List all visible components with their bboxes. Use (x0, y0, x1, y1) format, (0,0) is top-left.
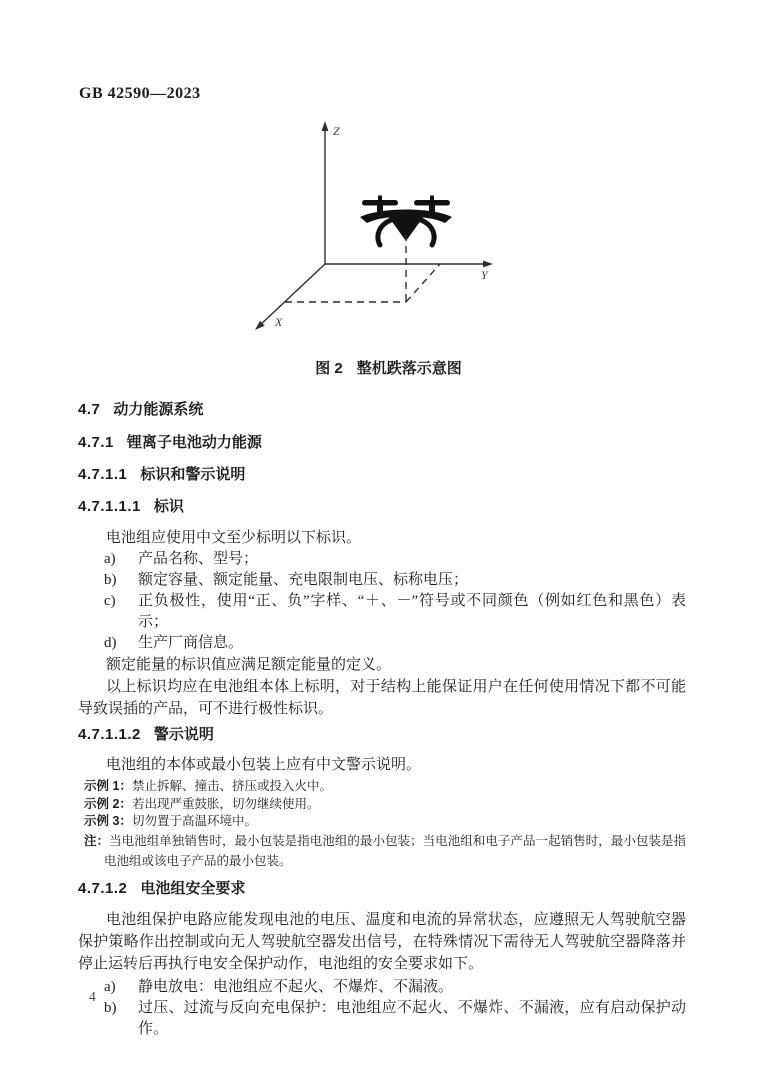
figure-caption (0, 357, 761, 378)
heading-number: 4.7.1 (78, 434, 114, 451)
list-item-label: b) (104, 999, 117, 1016)
heading-title: 锂离子电池动力能源 (126, 434, 262, 451)
heading-4-7 (78, 401, 686, 419)
example-text: 若出现严重鼓胀，切勿继续使用。 (131, 796, 320, 811)
figure-caption-number: 图 2 (315, 360, 343, 377)
z-axis-label: Z (333, 124, 340, 138)
heading-number: 4.7.1.2 (78, 879, 128, 897)
heading-number: 4.7.1.1.1 (78, 498, 141, 515)
list-item (78, 591, 686, 633)
x-axis-line (258, 264, 325, 327)
heading-4-7-1-1-1 (78, 498, 686, 516)
page-number: 4 (89, 989, 96, 1004)
document-body (78, 396, 686, 1040)
note-packaging (84, 831, 686, 871)
heading-number: 4.7.1.1 (78, 466, 128, 483)
paragraph-safety-requirements: 电池组保护电路应能发现电池的电压、温度和电流的异常状态，应遵照无人驾驶航空器保护策略作出控制或向无人驾驶航空器发出信号，在特殊情况下需待无人驾驶航空器降落并停止运转后再执行电安全保护动作，电池组的安全要求如下。 (78, 911, 686, 972)
example-item (84, 778, 686, 796)
list-item-text: 静电放电：电池组应不起火、不爆炸、不漏液。 (138, 978, 454, 995)
example-label: 示例 2： (84, 796, 132, 811)
heading-number: 4.7 (78, 401, 101, 418)
warning-examples (78, 778, 686, 831)
example-label: 示例 1： (84, 779, 132, 793)
heading-title: 动力能源系统 (113, 401, 204, 418)
example-label: 示例 3： (84, 814, 132, 828)
list-item-label: b) (104, 572, 117, 588)
note-label: 注： (84, 833, 110, 848)
list-item (78, 998, 686, 1040)
list-item-label: a) (104, 978, 116, 995)
paragraph-warning-intro: 电池组的本体或最小包装上应有中文警示说明。 (106, 757, 422, 773)
heading-title: 电池组安全要求 (140, 879, 246, 897)
list-item (78, 570, 686, 591)
example-text: 禁止拆解、撞击、挤压或投入火中。 (131, 779, 332, 793)
note-text: 当电池组单独销售时，最小包装是指电池组的最小包装；当电池组和电子产品一起销售时，最小包装是指电池组或该电子产品的最小包装。 (104, 833, 686, 868)
list-item-text: 正负极性，使用“正、负”字样、“＋、－”符号或不同颜色（例如红色和黑色）表示； (138, 593, 686, 630)
list-item (78, 633, 686, 654)
list-item-label: d) (104, 635, 117, 651)
projection-dashed-lines (285, 234, 440, 302)
list-item (78, 549, 686, 570)
heading-title: 标识和警示说明 (140, 466, 246, 483)
x-axis-label: X (275, 315, 283, 329)
list-item-text: 生产厂商信息。 (138, 635, 244, 651)
example-item (84, 813, 686, 831)
list-item-label: a) (104, 551, 116, 567)
y-axis-arrow (483, 261, 493, 268)
paragraph-rated-energy: 额定能量的标识值应满足额定能量的定义。 (106, 657, 392, 673)
z-axis-arrow (322, 121, 329, 131)
example-item (84, 796, 686, 814)
example-text: 切勿置于高温环境中。 (131, 814, 257, 828)
heading-4-7-1 (78, 434, 686, 452)
heading-title: 警示说明 (153, 726, 214, 743)
list-item-text: 产品名称、型号； (138, 551, 259, 567)
heading-4-7-1-2 (78, 880, 686, 898)
figure-caption-text: 整机跌落示意图 (356, 360, 462, 377)
heading-4-7-1-1-2 (78, 726, 686, 744)
paragraph-marking-intro: 电池组应使用中文至少标明以下标识。 (106, 530, 362, 546)
coordinate-axes-diagram (248, 112, 508, 352)
heading-number: 4.7.1.1.2 (78, 726, 141, 743)
y-axis-label: Y (481, 268, 488, 282)
heading-4-7-1-1 (78, 466, 686, 484)
list-item-text: 额定容量、额定能量、充电限制电压、标称电压； (138, 572, 469, 588)
safety-requirements-list (78, 977, 686, 1040)
list-item-text: 过压、过流与反向充电保护：电池组应不起火、不爆炸、不漏液，应有启动保护动作。 (138, 999, 686, 1037)
standard-number-header: GB 42590—2023 (79, 85, 201, 102)
figure-drop-diagram (248, 112, 508, 352)
marking-requirements-list (78, 549, 686, 654)
list-item (78, 977, 686, 998)
heading-title: 标识 (153, 498, 184, 515)
list-item-label: c) (104, 593, 116, 609)
paragraph-marking-location: 以上标识均应在电池组本体上标明，对于结构上能保证用户在任何使用情况下都不可能导致误插的产品，可不进行极性标识。 (78, 679, 686, 717)
